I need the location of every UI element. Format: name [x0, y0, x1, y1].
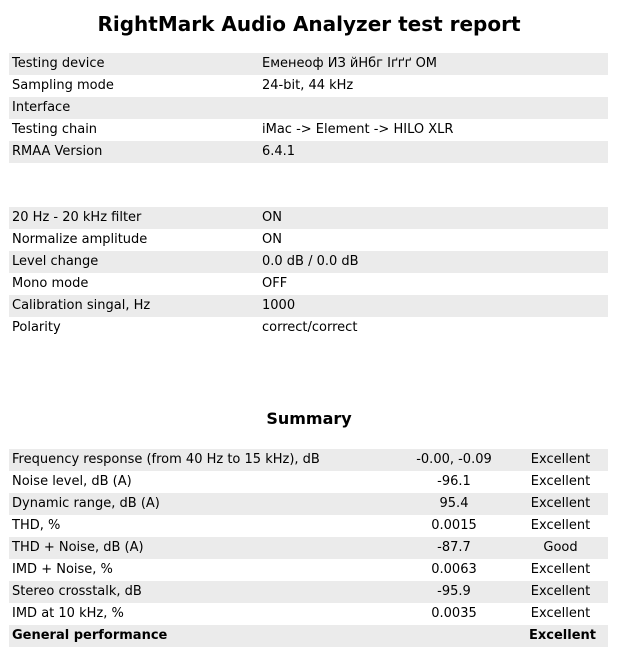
summary-row — [9, 493, 608, 515]
settings-row-normalize — [9, 229, 608, 251]
summary-label: IMD at 10 kHz, % — [9, 603, 389, 625]
settings-value: correct/correct — [259, 317, 608, 339]
summary-value: 0.0035 — [389, 603, 519, 625]
info-label: Testing chain — [9, 119, 259, 141]
info-row-testing-device — [9, 53, 608, 75]
summary-rating: Excellent — [519, 603, 608, 625]
settings-label: Normalize amplitude — [9, 229, 259, 251]
info-value: 6.4.1 — [259, 141, 608, 163]
info-row-rmaa-version — [9, 141, 608, 163]
summary-heading: Summary — [266, 409, 352, 428]
summary-label: Noise level, dB (A) — [9, 471, 389, 493]
settings-row-calibration — [9, 295, 608, 317]
settings-row-filter — [9, 207, 608, 229]
info-value: Еменеоф ИЗ йНбг Iґґґ ОМ — [259, 53, 608, 75]
settings-label: Mono mode — [9, 273, 259, 295]
settings-row-polarity — [9, 317, 608, 339]
summary-table — [9, 449, 608, 647]
settings-label: Calibration singal, Hz — [9, 295, 259, 317]
summary-rating: Excellent — [519, 449, 608, 471]
summary-label: THD + Noise, dB (A) — [9, 537, 389, 559]
summary-value: 95.4 — [389, 493, 519, 515]
summary-rating: Good — [519, 537, 608, 559]
summary-label: THD, % — [9, 515, 389, 537]
summary-label: Stereo crosstalk, dB — [9, 581, 389, 603]
summary-rating: Excellent — [519, 493, 608, 515]
settings-value: OFF — [259, 273, 608, 295]
info-value: 24-bit, 44 kHz — [259, 75, 608, 97]
general-performance-row — [9, 625, 608, 647]
settings-row-mono-mode — [9, 273, 608, 295]
summary-row — [9, 537, 608, 559]
summary-row — [9, 515, 608, 537]
info-row-testing-chain — [9, 119, 608, 141]
info-row-sampling-mode — [9, 75, 608, 97]
summary-row — [9, 559, 608, 581]
report-title: RightMark Audio Analyzer test report — [97, 12, 521, 36]
summary-value: 0.0015 — [389, 515, 519, 537]
summary-row — [9, 603, 608, 625]
summary-row — [9, 449, 608, 471]
info-value: iMac -> Element -> HILO XLR — [259, 119, 608, 141]
settings-row-level-change — [9, 251, 608, 273]
summary-rating: Excellent — [519, 581, 608, 603]
settings-value: ON — [259, 207, 608, 229]
test-settings-table — [9, 207, 608, 339]
summary-label: Dynamic range, dB (A) — [9, 493, 389, 515]
summary-label: IMD + Noise, % — [9, 559, 389, 581]
general-performance-label: General performance — [9, 625, 389, 647]
info-label: Sampling mode — [9, 75, 259, 97]
device-info-table — [9, 53, 608, 163]
summary-value: -95.9 — [389, 581, 519, 603]
settings-label: Level change — [9, 251, 259, 273]
summary-rating: Excellent — [519, 559, 608, 581]
settings-label: 20 Hz - 20 kHz filter — [9, 207, 259, 229]
info-row-interface — [9, 97, 608, 119]
settings-value: 0.0 dB / 0.0 dB — [259, 251, 608, 273]
settings-value: 1000 — [259, 295, 608, 317]
settings-value: ON — [259, 229, 608, 251]
summary-label: Frequency response (from 40 Hz to 15 kHz), dB — [9, 449, 389, 471]
info-label: Interface — [9, 97, 259, 119]
general-performance-rating: Excellent — [519, 625, 608, 647]
info-label: RMAA Version — [9, 141, 259, 163]
summary-value: -96.1 — [389, 471, 519, 493]
summary-value: 0.0063 — [389, 559, 519, 581]
summary-row — [9, 471, 608, 493]
summary-row — [9, 581, 608, 603]
summary-value: -0.00, -0.09 — [389, 449, 519, 471]
info-label: Testing device — [9, 53, 259, 75]
summary-rating: Excellent — [519, 471, 608, 493]
summary-value: -87.7 — [389, 537, 519, 559]
general-performance-spacer — [389, 625, 519, 647]
summary-rating: Excellent — [519, 515, 608, 537]
info-value — [259, 97, 608, 119]
settings-label: Polarity — [9, 317, 259, 339]
